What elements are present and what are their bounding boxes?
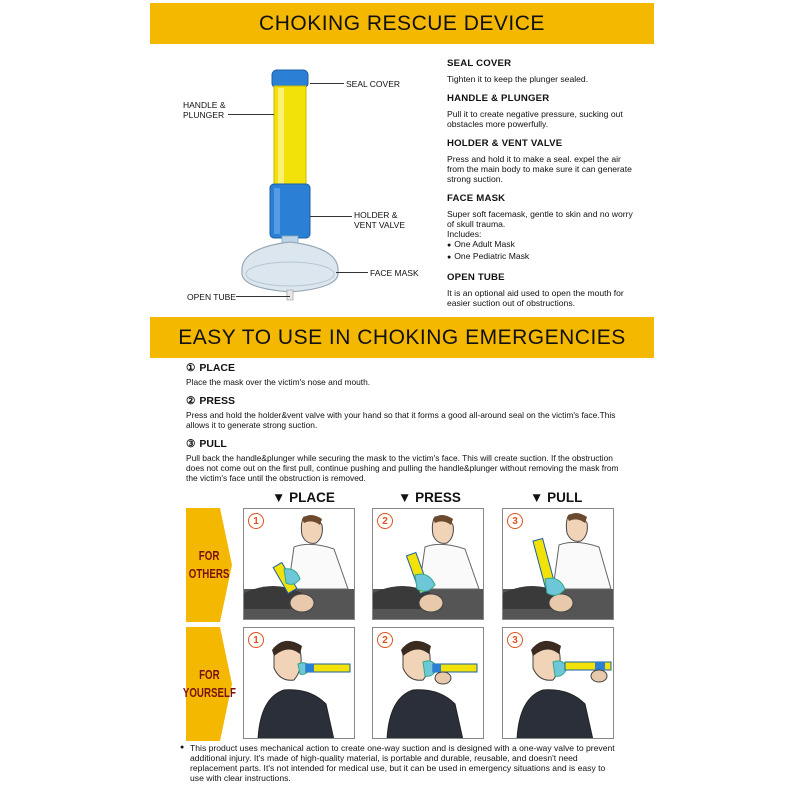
panel-others-press — [372, 508, 484, 620]
leader-line — [336, 272, 368, 273]
step-heading — [186, 438, 626, 450]
step-number: ① — [186, 362, 196, 374]
part-face-mask — [447, 193, 637, 263]
row-label-line2: OTHERS — [188, 566, 230, 581]
row-label-yourself — [182, 627, 236, 741]
part-title: SEAL COVER — [447, 58, 512, 69]
step-number: ③ — [186, 438, 196, 450]
part-title: HANDLE & PLUNGER — [447, 93, 550, 104]
row-label-line2: YOURSELF — [182, 685, 236, 700]
row-label-text — [189, 547, 230, 583]
callout-seal: SEAL COVER — [346, 79, 401, 89]
leader-line — [310, 216, 352, 217]
panel-yourself-place — [243, 627, 355, 739]
part-holder-vent-valve — [447, 138, 637, 184]
part-text: Tighten it to keep the plunger sealed. — [447, 74, 589, 84]
panel-yourself-press — [372, 627, 484, 739]
step-heading — [186, 395, 626, 407]
panel-others-place — [243, 508, 355, 620]
step-badge: 1 — [248, 632, 264, 648]
section-title: EASY TO USE IN CHOKING EMERGENCIES — [178, 325, 626, 349]
step-number: ② — [186, 395, 196, 407]
part-seal-cover — [447, 58, 637, 84]
panel-yourself-pull — [502, 627, 614, 739]
step-pull — [186, 438, 626, 483]
footer-note — [180, 743, 620, 783]
step-press — [186, 395, 626, 430]
part-title: HOLDER & VENT VALVE — [447, 138, 563, 149]
leader-line — [228, 114, 274, 115]
column-header-pull: ▼ PULL — [530, 490, 583, 505]
column-header-place: ▼ PLACE — [272, 490, 335, 505]
step-title: PRESS — [199, 395, 236, 407]
row-label-text — [182, 666, 235, 702]
includes-label: Includes: — [447, 229, 482, 239]
part-title: OPEN TUBE — [447, 272, 505, 283]
step-place — [186, 362, 626, 387]
list-item: ● One Adult Mask — [447, 239, 637, 251]
step-text: Pull back the handle&plunger while securing the mask to the victim's face. This will create suction. If the obstruction does not come out on the first pull, continue pushing and pulling the handle&plunger without removing the mask from the victim's face until the obstruction is removed. — [186, 453, 619, 483]
list-item: ● One Pediatric Mask — [447, 251, 637, 263]
step-badge: 1 — [248, 513, 264, 529]
footer-note-text: ● This product uses mechanical action to create one-way suction and is designed with a one-way valve to prevent additional injury. It's made of high-quality material, is portable and durable, reusable, and doesn't need replacement parts. It's not intended for medical use, but it can be used in emergency situations and is easy to use with clear instructions. — [190, 743, 615, 783]
parts-list — [447, 58, 637, 317]
callout-holder — [354, 210, 405, 230]
callout-handle-line2: PLUNGER — [183, 110, 225, 120]
step-heading — [186, 362, 626, 374]
row-label-others — [186, 508, 232, 622]
step-badge: 3 — [507, 632, 523, 648]
step-title: PULL — [199, 438, 227, 450]
part-text: Super soft facemask, gentle to skin and no worry of skull trauma. — [447, 209, 633, 229]
device-drawing — [230, 66, 350, 306]
callout-holder-line1: HOLDER & — [354, 210, 398, 220]
section-banner — [150, 317, 654, 358]
step-text: Place the mask over the victim's nose and mouth. — [186, 377, 371, 387]
step-badge: 2 — [377, 632, 393, 648]
part-text: Pull it to create negative pressure, sucking out obstacles more powerfully. — [447, 109, 623, 129]
leader-line — [236, 296, 290, 297]
column-header-press: ▼ PRESS — [398, 490, 461, 505]
part-text: Press and hold it to make a seal. expel the air from the main body to make sure it can generate strong suction. — [447, 154, 632, 184]
row-label-line1: FOR — [198, 667, 220, 682]
part-text: It is an optional aid used to open the mouth for easier suction out of obstructions. — [447, 288, 624, 308]
title-banner — [150, 3, 654, 44]
part-handle-plunger — [447, 93, 637, 129]
step-badge: 2 — [377, 513, 393, 529]
callout-handle-line1: HANDLE & — [183, 100, 226, 110]
steps-list — [186, 362, 626, 491]
callout-holder-line2: VENT VALVE — [354, 220, 406, 230]
step-text: Press and hold the holder&vent valve with your hand so that it forms a good all-around seal on the victim's face.This allows it to generate strong suction. — [186, 410, 616, 430]
callout-mask: FACE MASK — [370, 268, 419, 278]
panel-others-pull — [502, 508, 614, 620]
includes-list — [447, 239, 637, 263]
callout-handle — [183, 100, 226, 120]
part-open-tube — [447, 272, 637, 308]
step-badge: 3 — [507, 513, 523, 529]
step-title: PLACE — [199, 362, 236, 374]
callout-tube: OPEN TUBE — [187, 292, 236, 302]
row-label-line1: FOR — [198, 548, 220, 563]
part-title: FACE MASK — [447, 193, 506, 204]
leader-line — [310, 83, 344, 84]
page-title: CHOKING RESCUE DEVICE — [259, 11, 545, 35]
